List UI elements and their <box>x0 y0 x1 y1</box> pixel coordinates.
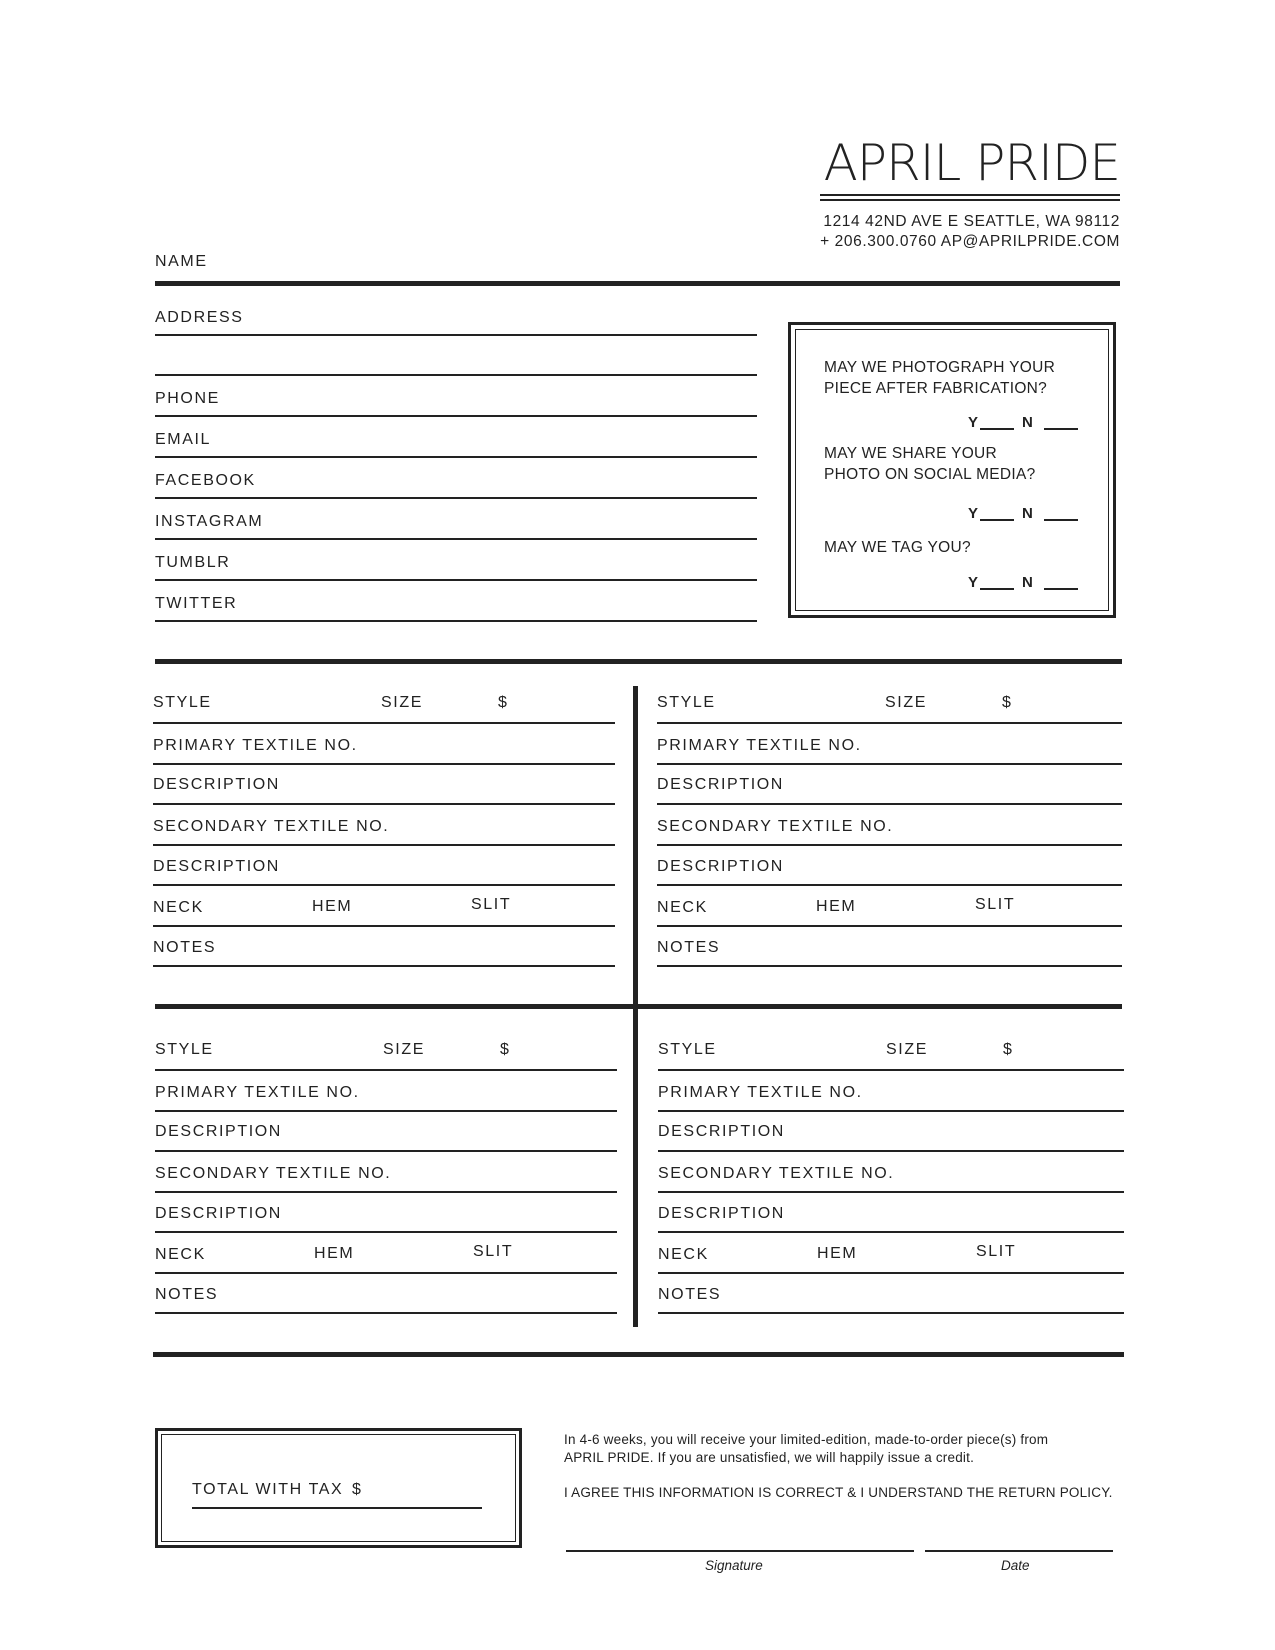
slit-label: SLIT <box>471 896 512 913</box>
section-divider-top <box>155 659 1122 664</box>
size-label: SIZE <box>886 1041 928 1058</box>
instagram-label: INSTAGRAM <box>155 513 264 530</box>
brand-underline-2 <box>820 199 1120 201</box>
style-field-line[interactable] <box>657 722 1122 724</box>
description-field-line[interactable] <box>658 1150 1124 1152</box>
notes-field-line[interactable] <box>155 1312 617 1314</box>
slit-label: SLIT <box>976 1243 1017 1260</box>
signature-label: Signature <box>705 1558 763 1573</box>
notes-field-line[interactable] <box>658 1312 1124 1314</box>
description-field-line[interactable] <box>155 1150 617 1152</box>
hem-label: HEM <box>312 898 353 915</box>
primary-textile-label: PRIMARY TEXTILE NO. <box>658 1084 863 1101</box>
description-label: DESCRIPTION <box>153 776 280 793</box>
policy-text-line-1: In 4-6 weeks, you will receive your limited-edition, made-to-order piece(s) from <box>564 1432 1049 1447</box>
hem-label: HEM <box>816 898 857 915</box>
description-label: DESCRIPTION <box>155 1123 282 1140</box>
neck-label: NECK <box>657 899 708 916</box>
measurements-field-line[interactable] <box>155 1272 617 1274</box>
total-field-line[interactable] <box>192 1507 482 1509</box>
description-label: DESCRIPTION <box>657 858 784 875</box>
consent-box <box>788 322 1116 618</box>
company-contact: + 206.300.0760 AP@APRILPRIDE.COM <box>820 233 1120 250</box>
section-divider-middle <box>155 1004 1122 1009</box>
consent-yes-label: Y <box>968 505 979 522</box>
description-field-line[interactable] <box>657 803 1122 805</box>
secondary-textile-label: SECONDARY TEXTILE NO. <box>657 818 894 835</box>
consent-yes-line[interactable] <box>980 519 1014 521</box>
primary-textile-label: PRIMARY TEXTILE NO. <box>155 1084 360 1101</box>
notes-label: NOTES <box>153 939 217 956</box>
total-box <box>155 1428 522 1548</box>
description-field-line[interactable] <box>153 884 615 886</box>
notes-field-line[interactable] <box>657 965 1122 967</box>
style-label: STYLE <box>153 694 212 711</box>
slit-label: SLIT <box>975 896 1016 913</box>
total-with-tax-label: TOTAL WITH TAX <box>192 1481 344 1498</box>
order-block-4 <box>658 1037 1124 1327</box>
secondary-textile-field-line[interactable] <box>657 844 1122 846</box>
description-field-line[interactable] <box>657 884 1122 886</box>
primary-textile-field-line[interactable] <box>155 1110 617 1112</box>
email-label: EMAIL <box>155 431 212 448</box>
hem-label: HEM <box>817 1245 858 1262</box>
twitter-field-line[interactable] <box>155 620 757 622</box>
price-label: $ <box>1002 694 1013 711</box>
consent-no-label: N <box>1022 414 1033 431</box>
neck-label: NECK <box>658 1246 709 1263</box>
notes-label: NOTES <box>657 939 721 956</box>
description-label: DESCRIPTION <box>153 858 280 875</box>
order-column-divider <box>633 686 638 1327</box>
total-currency-label: $ <box>352 1481 363 1498</box>
date-field-line[interactable] <box>925 1550 1113 1552</box>
primary-textile-label: PRIMARY TEXTILE NO. <box>153 737 358 754</box>
consent-yes-label: Y <box>968 414 979 431</box>
consent-yes-line[interactable] <box>980 588 1014 590</box>
description-label: DESCRIPTION <box>658 1205 785 1222</box>
instagram-field-line[interactable] <box>155 538 757 540</box>
measurements-field-line[interactable] <box>658 1272 1124 1274</box>
consent-no-line[interactable] <box>1044 428 1078 430</box>
phone-label: PHONE <box>155 390 220 407</box>
section-divider-bottom <box>153 1352 1124 1357</box>
notes-field-line[interactable] <box>153 965 615 967</box>
style-label: STYLE <box>658 1041 717 1058</box>
measurements-field-line[interactable] <box>657 925 1122 927</box>
consent-question-share: MAY WE SHARE YOUR PHOTO ON SOCIAL MEDIA? <box>824 445 1036 483</box>
price-label: $ <box>500 1041 511 1058</box>
style-label: STYLE <box>155 1041 214 1058</box>
neck-label: NECK <box>153 899 204 916</box>
primary-textile-field-line[interactable] <box>657 763 1122 765</box>
size-label: SIZE <box>383 1041 425 1058</box>
signature-field-line[interactable] <box>566 1550 914 1552</box>
address-label: ADDRESS <box>155 309 244 326</box>
description-label: DESCRIPTION <box>658 1123 785 1140</box>
size-label: SIZE <box>381 694 423 711</box>
brand-underline-1 <box>820 194 1120 196</box>
hem-label: HEM <box>314 1245 355 1262</box>
policy-text-line-2: APRIL PRIDE. If you are unsatisfied, we will happily issue a credit. <box>564 1450 975 1465</box>
secondary-textile-label: SECONDARY TEXTILE NO. <box>155 1165 392 1182</box>
twitter-label: TWITTER <box>155 595 238 612</box>
primary-textile-label: PRIMARY TEXTILE NO. <box>657 737 862 754</box>
slit-label: SLIT <box>473 1243 514 1260</box>
order-block-2 <box>657 690 1123 980</box>
price-label: $ <box>1003 1041 1014 1058</box>
description-label: DESCRIPTION <box>657 776 784 793</box>
consent-no-line[interactable] <box>1044 519 1078 521</box>
secondary-textile-label: SECONDARY TEXTILE NO. <box>153 818 390 835</box>
style-field-line[interactable] <box>658 1069 1124 1071</box>
phone-field-line[interactable] <box>155 415 757 417</box>
company-address: 1214 42ND AVE E SEATTLE, WA 98112 <box>823 213 1120 230</box>
style-label: STYLE <box>657 694 716 711</box>
secondary-textile-field-line[interactable] <box>658 1191 1124 1193</box>
style-field-line[interactable] <box>153 722 615 724</box>
description-label: DESCRIPTION <box>155 1205 282 1222</box>
consent-question-tag: MAY WE TAG YOU? <box>824 539 971 556</box>
facebook-field-line[interactable] <box>155 497 757 499</box>
total-box-inner <box>161 1434 516 1542</box>
order-block-3 <box>155 1037 621 1327</box>
description-field-line[interactable] <box>153 803 615 805</box>
secondary-textile-label: SECONDARY TEXTILE NO. <box>658 1165 895 1182</box>
tumblr-field-line[interactable] <box>155 579 757 581</box>
neck-label: NECK <box>155 1246 206 1263</box>
description-field-line[interactable] <box>155 1231 617 1233</box>
tumblr-label: TUMBLR <box>155 554 231 571</box>
secondary-textile-field-line[interactable] <box>155 1191 617 1193</box>
name-field-line[interactable] <box>155 281 1120 286</box>
email-field-line[interactable] <box>155 456 757 458</box>
consent-no-label: N <box>1022 505 1033 522</box>
measurements-field-line[interactable] <box>153 925 615 927</box>
description-field-line[interactable] <box>658 1231 1124 1233</box>
address-field-line[interactable] <box>155 334 757 336</box>
consent-no-label: N <box>1022 574 1033 591</box>
facebook-label: FACEBOOK <box>155 472 256 489</box>
primary-textile-field-line[interactable] <box>153 763 615 765</box>
consent-yes-label: Y <box>968 574 979 591</box>
consent-question-photograph: MAY WE PHOTOGRAPH YOUR PIECE AFTER FABRICATION? <box>824 359 1056 397</box>
secondary-textile-field-line[interactable] <box>153 844 615 846</box>
notes-label: NOTES <box>658 1286 722 1303</box>
name-label: NAME <box>155 253 208 270</box>
consent-yes-line[interactable] <box>980 428 1014 430</box>
price-label: $ <box>498 694 509 711</box>
order-block-1 <box>153 690 619 980</box>
brand-logo-text: APRIL PRIDE <box>823 134 1120 192</box>
address-field-line-2[interactable] <box>155 374 757 376</box>
date-label: Date <box>1001 1558 1030 1573</box>
consent-no-line[interactable] <box>1044 588 1078 590</box>
style-field-line[interactable] <box>155 1069 617 1071</box>
notes-label: NOTES <box>155 1286 219 1303</box>
primary-textile-field-line[interactable] <box>658 1110 1124 1112</box>
consent-box-inner <box>795 329 1109 611</box>
size-label: SIZE <box>885 694 927 711</box>
agreement-text: I AGREE THIS INFORMATION IS CORRECT & I UNDERSTAND THE RETURN POLICY. <box>564 1485 1113 1500</box>
